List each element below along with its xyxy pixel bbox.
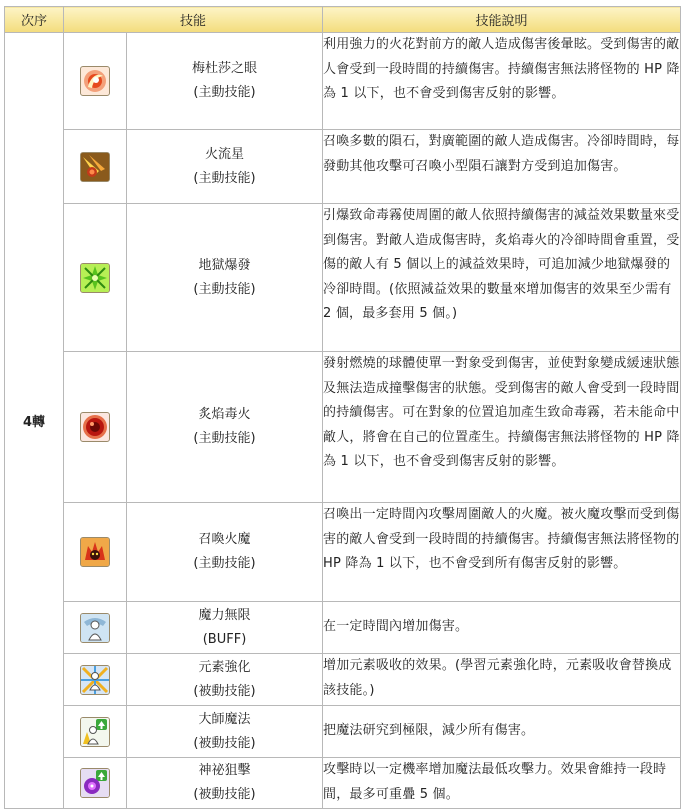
skill-name: 大師魔法	[198, 711, 251, 727]
flame-sweep-icon	[80, 412, 110, 442]
skill-type: (被動技能)	[193, 787, 256, 802]
table-row	[5, 758, 681, 809]
skill-type: (被動技能)	[193, 683, 256, 699]
skill-description: 發射燃燒的球體使單一對象受到傷害，並使對象變成緩速狀態及無法造成撞擊傷害的狀態。受到傷害的敵人會受到一段時間的持續傷害。可在對象的位置追加產生致命毒霧，若未能命中敵人，將會在自己的位置產生。持續傷害無法將怪物的 HP 降為 1 以下，也不會受到傷害反射的影響。	[323, 352, 681, 503]
skill-name: 梅杜莎之眼	[192, 61, 258, 76]
skill-name: 神祕狙擊	[198, 763, 251, 778]
skill-type: (主動技能)	[193, 170, 256, 186]
table-row	[5, 33, 681, 130]
header-skill: 技能	[64, 7, 323, 33]
skill-description: 把魔法研究到極限，減少所有傷害。	[323, 706, 681, 758]
skill-description: 召喚多數的隕石，對廣範圍的敵人造成傷害。冷卻時間時，每發動其他攻擊可召喚小型隕石讓對方受到追加傷害。	[323, 130, 681, 204]
skill-name: 地獄爆發	[198, 257, 251, 273]
skill-description: 在一定時間內增加傷害。	[323, 602, 681, 654]
table-row	[5, 602, 681, 654]
skill-description: 引爆致命毒霧使周圍的敵人依照持續傷害的減益效果數量來受到傷害。對敵人造成傷害時，炙焰毒火的冷卻時間會重置，受傷的敵人有 5 個以上的減益效果時，可追加減少地獄爆發的冷卻時間。(依照減益效果的數量來增加傷害的效果至少需有 2 個，最多套用 5 個。)	[323, 204, 681, 352]
header-description: 技能說明	[323, 7, 681, 33]
skill-name: 火流星	[205, 146, 245, 162]
header-tier: 次序	[5, 7, 64, 33]
master-magic-icon	[80, 717, 110, 747]
skill-description: 增加元素吸收的效果。(學習元素強化時，元素吸收會替換成該技能。)	[323, 654, 681, 706]
skill-name: 召喚火魔	[198, 532, 251, 547]
skill-type: (主動技能)	[193, 281, 256, 297]
tier-cell: 4轉	[5, 33, 64, 809]
skill-description: 召喚出一定時間內攻擊周圍敵人的火魔。被火魔攻擊而受到傷害的敵人會受到一段時間的持續傷害。持續傷害無法將怪物的 HP 降為 1 以下，也不會受到所有傷害反射的影響。	[323, 503, 681, 602]
skill-name: 魔力無限	[198, 607, 251, 623]
skill-description: 利用強力的火花對前方的敵人造成傷害後暈眩。受到傷害的敵人會受到一段時間的持續傷害。持續傷害無法將怪物的 HP 降為 1 以下，也不會受到傷害反射的影響。	[323, 33, 681, 130]
skill-type: (主動技能)	[193, 85, 256, 100]
skill-name: 炙焰毒火	[198, 407, 251, 422]
infinity-icon	[80, 613, 110, 643]
table-header-row	[5, 7, 681, 33]
skill-name: 元素強化	[198, 659, 251, 675]
table-row	[5, 706, 681, 758]
elemental-reset-icon	[80, 665, 110, 695]
table-row	[5, 352, 681, 503]
skill-type: (主動技能)	[193, 556, 256, 571]
ifrit-icon	[80, 537, 110, 567]
skill-type: (BUFF)	[202, 631, 247, 647]
table-row	[5, 204, 681, 352]
table-row	[5, 130, 681, 204]
medusa-eye-icon	[80, 66, 110, 96]
table-row	[5, 654, 681, 706]
meteor-icon	[80, 152, 110, 182]
skill-description: 攻擊時以一定機率增加魔法最低攻擊力。效果會維持一段時間，最多可重疊 5 個。	[323, 758, 681, 809]
skill-type: (主動技能)	[193, 431, 256, 446]
inferno-burst-icon	[80, 263, 110, 293]
table-row	[5, 503, 681, 602]
arcane-aim-icon	[80, 768, 110, 798]
skills-table	[4, 6, 681, 809]
skill-type: (被動技能)	[193, 735, 256, 751]
